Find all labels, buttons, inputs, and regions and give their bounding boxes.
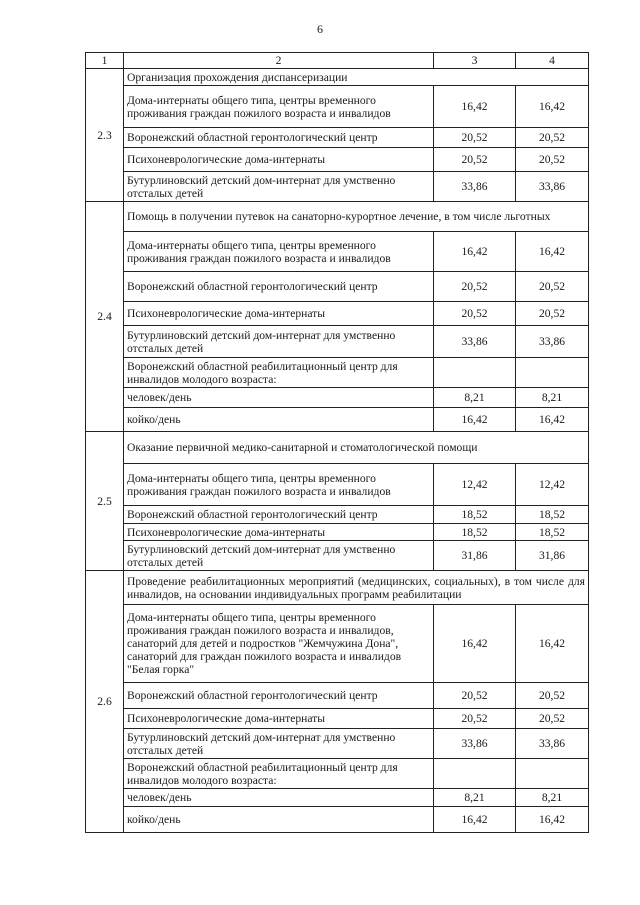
value-col-3: 20,52 <box>434 272 516 302</box>
row-label: койко/день <box>124 807 434 833</box>
row-label: Воронежский областной реабилитационный центр для инвалидов молодого возраста: <box>124 759 434 789</box>
table-row <box>86 759 589 789</box>
value-col-4: 20,52 <box>516 272 589 302</box>
section-title-row <box>86 571 589 605</box>
table-row <box>86 807 589 833</box>
value-col-4: 16,42 <box>516 232 589 272</box>
table-row <box>86 464 589 506</box>
table-row <box>86 683 589 709</box>
value-col-3: 12,42 <box>434 464 516 506</box>
table-row <box>86 302 589 326</box>
row-label: Психоневрологические дома-интернаты <box>124 148 434 172</box>
value-col-3 <box>434 759 516 789</box>
value-col-3: 16,42 <box>434 807 516 833</box>
value-col-4: 31,86 <box>516 541 589 571</box>
row-label: Воронежский областной геронтологический центр <box>124 272 434 302</box>
row-label: койко/день <box>124 408 434 432</box>
value-col-4: 8,21 <box>516 388 589 408</box>
table-row <box>86 789 589 807</box>
value-col-4: 18,52 <box>516 506 589 524</box>
value-col-3: 16,42 <box>434 408 516 432</box>
value-col-4: 8,21 <box>516 789 589 807</box>
value-col-4: 20,52 <box>516 128 589 148</box>
page-number: 6 <box>317 22 323 36</box>
value-col-4 <box>516 759 589 789</box>
row-label: Воронежский областной геронтологический центр <box>124 683 434 709</box>
value-col-4: 16,42 <box>516 605 589 683</box>
section-title-row <box>86 432 589 464</box>
table-row <box>86 408 589 432</box>
section-title: Оказание первичной медико-санитарной и стоматологической помощи <box>124 432 589 464</box>
value-col-4: 20,52 <box>516 709 589 729</box>
value-col-3: 16,42 <box>434 232 516 272</box>
header-col-3: 3 <box>434 53 516 69</box>
table-row <box>86 86 589 128</box>
section-title: Организация прохождения диспансеризации <box>124 69 589 86</box>
value-col-4: 20,52 <box>516 148 589 172</box>
value-col-3: 33,86 <box>434 172 516 202</box>
table-row <box>86 506 589 524</box>
table-row <box>86 605 589 683</box>
value-col-3: 18,52 <box>434 506 516 524</box>
row-label: Бутурлиновский детский дом-интернат для умственно отсталых детей <box>124 326 434 358</box>
value-col-4: 16,42 <box>516 408 589 432</box>
header-col-2: 2 <box>124 53 434 69</box>
table-row <box>86 709 589 729</box>
section-number: 2.3 <box>86 69 124 202</box>
value-col-3: 18,52 <box>434 524 516 541</box>
table-row <box>86 326 589 358</box>
row-label: Воронежский областной геронтологический центр <box>124 128 434 148</box>
row-label: Дома-интернаты общего типа, центры временного проживания граждан пожилого возраста и инвалидов <box>124 464 434 506</box>
header-col-1: 1 <box>86 53 124 69</box>
table-row <box>86 358 589 388</box>
value-col-4: 33,86 <box>516 326 589 358</box>
header-row <box>86 53 589 69</box>
table-row <box>86 729 589 759</box>
value-col-4: 33,86 <box>516 729 589 759</box>
value-col-4: 16,42 <box>516 86 589 128</box>
row-label: Воронежский областной реабилитационный центр для инвалидов молодого возраста: <box>124 358 434 388</box>
value-col-3: 20,52 <box>434 128 516 148</box>
value-col-3: 20,52 <box>434 683 516 709</box>
header-col-4: 4 <box>516 53 589 69</box>
row-label: Дома-интернаты общего типа, центры временного проживания граждан пожилого возраста и инвалидов, санаторий для детей и подростков "Жемчужина Дона", санаторий для граждан пожилого возраста и инвалидов "Белая горка" <box>124 605 434 683</box>
table-row <box>86 232 589 272</box>
section-number: 2.4 <box>86 202 124 432</box>
table-row <box>86 272 589 302</box>
row-label: человек/день <box>124 789 434 807</box>
value-col-4: 20,52 <box>516 302 589 326</box>
table-row <box>86 388 589 408</box>
value-col-4: 18,52 <box>516 524 589 541</box>
value-col-3: 20,52 <box>434 302 516 326</box>
section-title-row <box>86 69 589 86</box>
section-title-row <box>86 202 589 232</box>
value-col-3: 20,52 <box>434 709 516 729</box>
value-col-3: 20,52 <box>434 148 516 172</box>
value-col-3: 33,86 <box>434 326 516 358</box>
row-label: человек/день <box>124 388 434 408</box>
value-col-4: 12,42 <box>516 464 589 506</box>
section-title: Проведение реабилитационных мероприятий (медицинских, социальных), в том числе для инвалидов, на основании индивидуальных программ реабилитации <box>124 571 589 605</box>
table-row <box>86 541 589 571</box>
value-col-4: 16,42 <box>516 807 589 833</box>
row-label: Бутурлиновский детский дом-интернат для умственно отсталых детей <box>124 541 434 571</box>
table-row <box>86 172 589 202</box>
value-col-4: 33,86 <box>516 172 589 202</box>
section-number: 2.5 <box>86 432 124 571</box>
table-row <box>86 128 589 148</box>
value-col-3: 31,86 <box>434 541 516 571</box>
value-col-3: 8,21 <box>434 789 516 807</box>
row-label: Психоневрологические дома-интернаты <box>124 524 434 541</box>
value-col-3: 16,42 <box>434 605 516 683</box>
section-number: 2.6 <box>86 571 124 833</box>
row-label: Воронежский областной геронтологический центр <box>124 506 434 524</box>
row-label: Бутурлиновский детский дом-интернат для умственно отсталых детей <box>124 172 434 202</box>
value-col-4 <box>516 358 589 388</box>
value-col-3: 8,21 <box>434 388 516 408</box>
table-row <box>86 148 589 172</box>
tariff-table <box>85 52 589 833</box>
row-label: Бутурлиновский детский дом-интернат для умственно отсталых детей <box>124 729 434 759</box>
row-label: Психоневрологические дома-интернаты <box>124 709 434 729</box>
value-col-4: 20,52 <box>516 683 589 709</box>
value-col-3: 33,86 <box>434 729 516 759</box>
value-col-3 <box>434 358 516 388</box>
value-col-3: 16,42 <box>434 86 516 128</box>
row-label: Психоневрологические дома-интернаты <box>124 302 434 326</box>
table-row <box>86 524 589 541</box>
row-label: Дома-интернаты общего типа, центры временного проживания граждан пожилого возраста и инвалидов <box>124 86 434 128</box>
row-label: Дома-интернаты общего типа, центры временного проживания граждан пожилого возраста и инвалидов <box>124 232 434 272</box>
section-title: Помощь в получении путевок на санаторно-курортное лечение, в том числе льготных <box>124 202 589 232</box>
